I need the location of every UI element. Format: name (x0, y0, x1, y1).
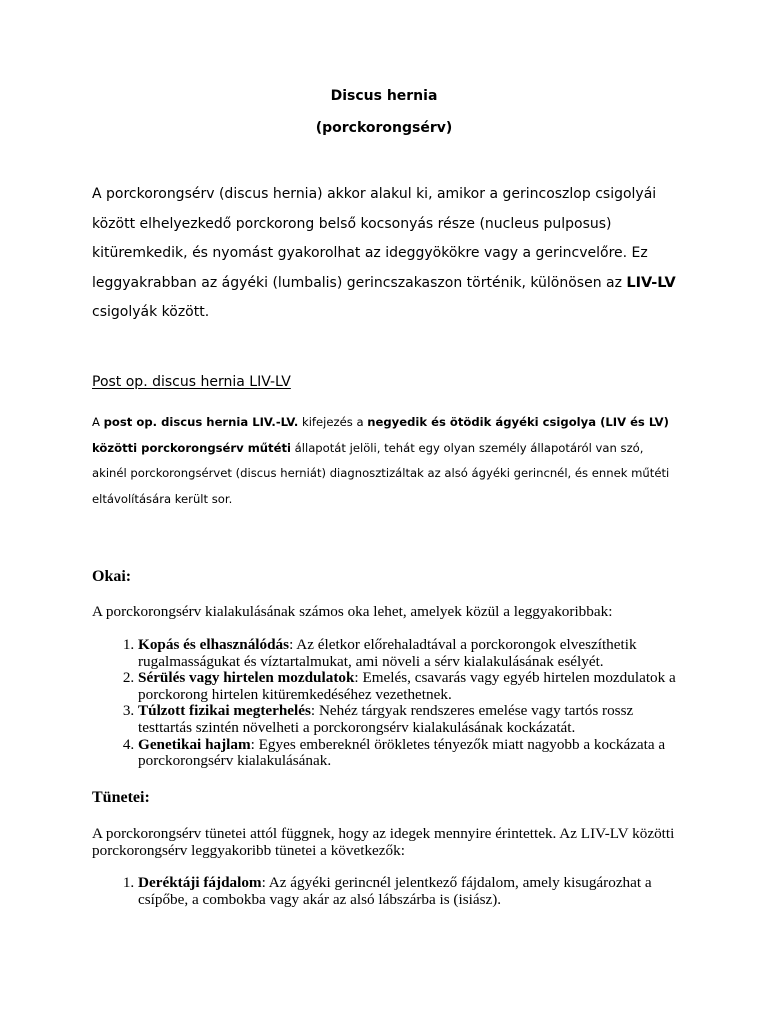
tunetei-list (92, 875, 684, 908)
list-item-bold: Túlzott fizikai megterhelés (138, 702, 311, 720)
postop-text-2: kifejezés a (298, 415, 368, 429)
list-item (138, 875, 684, 908)
okai-list (92, 637, 684, 770)
list-item-text: : Emelés, csavarás vagy egyéb hirtelen mozdulatok a porckorong hirtelen kitüremkedéséhez vezethetnek. (138, 669, 676, 703)
list-item (138, 637, 684, 670)
tunetei-heading: Tünetei: (92, 789, 150, 806)
postop-paragraph (92, 410, 672, 512)
list-item (138, 670, 684, 703)
intro-text-after: csigolyák között. (92, 304, 210, 321)
okai-heading: Okai: (92, 568, 132, 585)
intro-text-before: A porckorongsérv (discus hernia) akkor alakul ki, amikor a gerincoszlop csigolyái között elhelyezkedő porckorong belső kocsonyás része (nucleus pulposus) kitüremkedik, és nyomást gyakorolhat az ideggyökökre vagy a gerincvelőre. Ez leggyakrabban az ágyéki (lumbalis) gerincszakaszon történik, különösen az (92, 186, 657, 291)
list-item-bold: Genetikai hajlam (138, 735, 251, 753)
list-item-bold: Deréktáji fájdalom (138, 874, 262, 891)
intro-paragraph (92, 180, 692, 328)
list-item-text: : Egyes embereknél örökletes tényezők miatt nagyobb a kockázata a porckorongsérv kialakulásának. (138, 735, 666, 770)
postop-bold-2: negyedik és ötödik ágyéki csigolya (LIV és LV) közötti porckorongsérv műtéti (92, 415, 669, 455)
list-item-text: : Az ágyéki gerincnél jelentkező fájdalom, amely kisugározhat a csípőbe, a combokba vagy akár az alsó lábszárba is (isiász). (138, 874, 652, 908)
postop-text-3: állapotát jelöli, tehát egy olyan személy állapotáról van szó, akinél porckorongsérvet (discus herniát) diagnosztizáltak az alsó ágyéki gerincnél, és ennek műtéti eltávolítására került sor. (92, 440, 670, 506)
list-item-text: : Az életkor előrehaladtával a porckorongok elveszíthetik rugalmasságukat és víztartalmukat, ami növeli a sérv kialakulásának esélyét. (138, 636, 637, 670)
postop-bold-1: post op. discus hernia LIV.-LV. (103, 415, 299, 429)
postop-text-1: A (92, 415, 104, 429)
list-item-text: : Nehéz tárgyak rendszeres emelése vagy tartós rossz testtartás szintén növelheti a porckorongsérv kialakulásának kockázatát. (138, 702, 634, 736)
tunetei-intro: A porckorongsérv tünetei attól függnek, hogy az idegek mennyire érintettek. Az LIV-LV közötti porckorongsérv leggyakoribb tünetei a következők: (92, 825, 675, 859)
okai-intro: A porckorongsérv kialakulásának számos oka lehet, amelyek közül a leggyakoribbak: (92, 603, 613, 620)
list-item (138, 737, 684, 770)
document-title: Discus hernia (330, 88, 438, 104)
list-item-bold: Sérülés vagy hirtelen mozdulatok (138, 669, 355, 687)
list-item (138, 703, 684, 736)
intro-bold-vertebrae: LIV-LV (626, 274, 676, 291)
postop-heading: Post op. discus hernia LIV-LV (92, 374, 291, 390)
list-item-bold: Kopás és elhasználódás (138, 636, 290, 653)
document-subtitle: (porckorongsérv) (315, 120, 453, 136)
